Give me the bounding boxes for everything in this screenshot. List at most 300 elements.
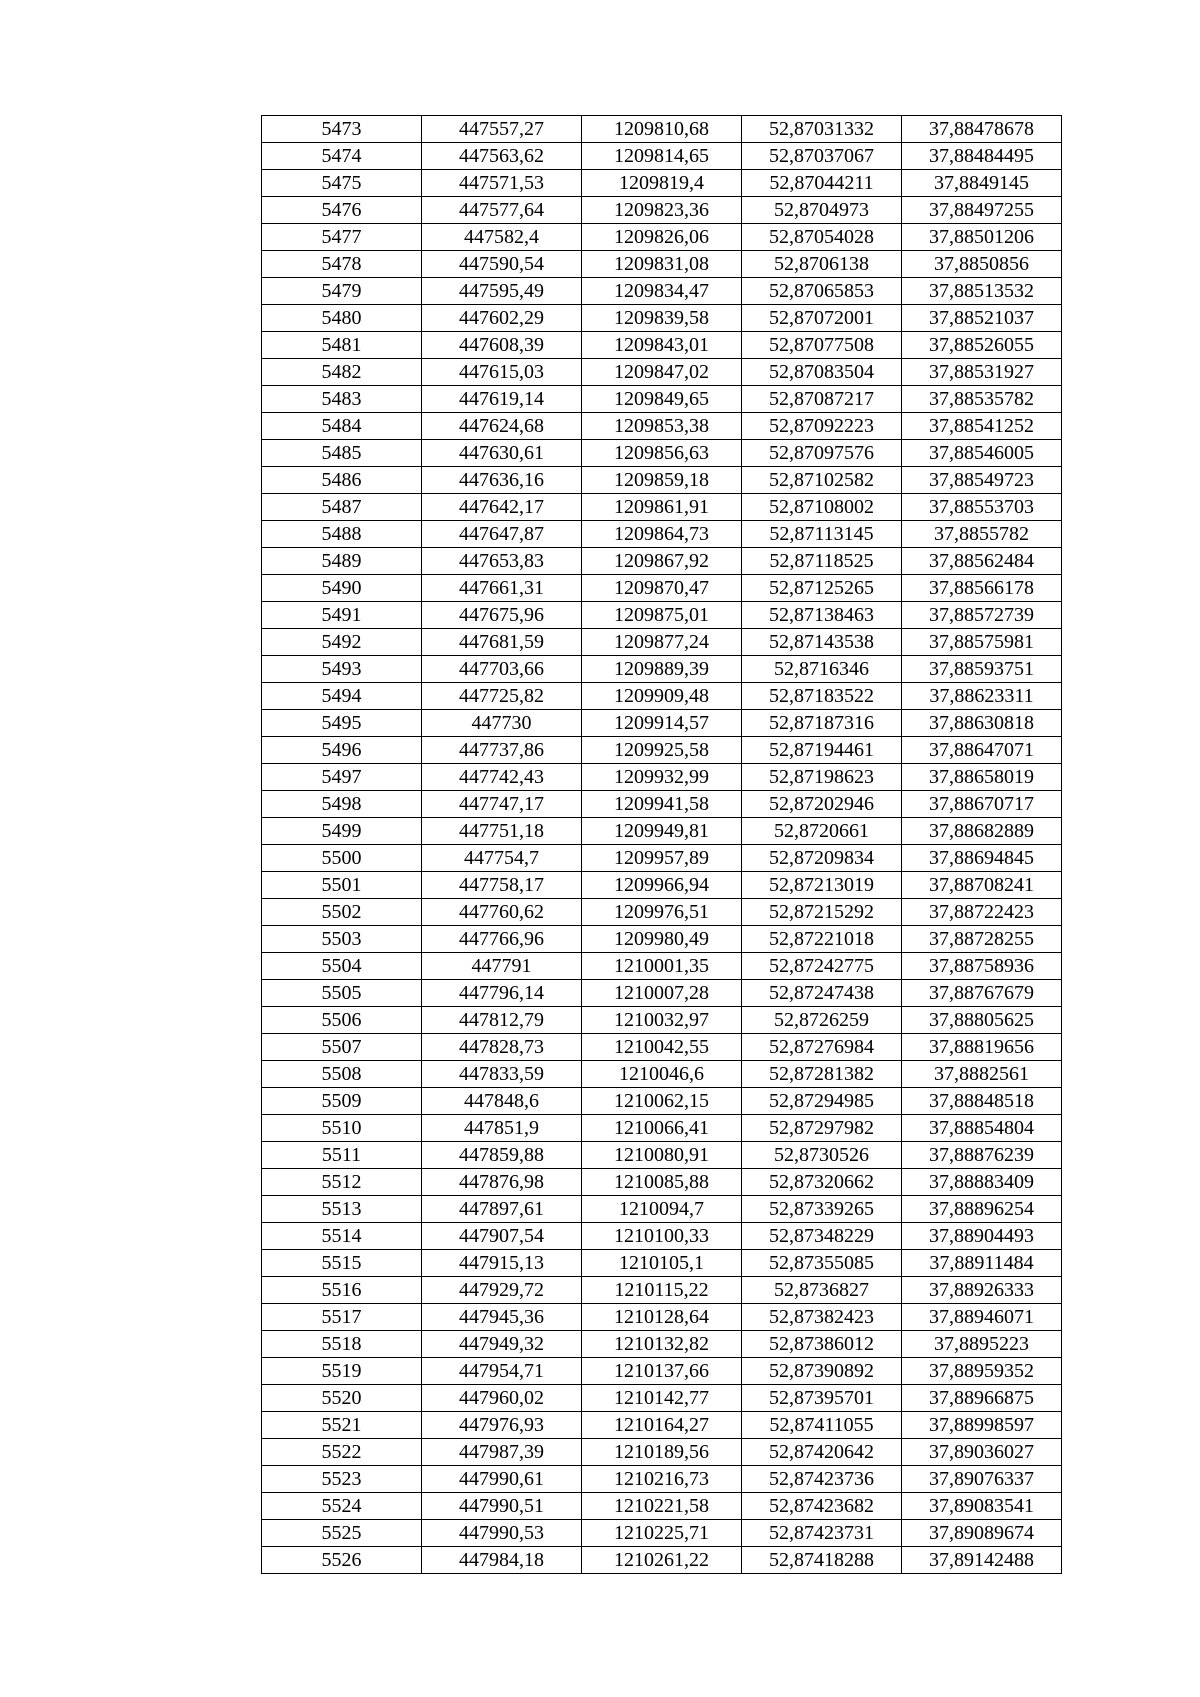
latitude-cell: 52,87213019 [742, 872, 902, 899]
latitude-cell: 52,87037067 [742, 143, 902, 170]
table-row [262, 1088, 1062, 1115]
x-coordinate-cell: 447563,62 [422, 143, 582, 170]
table-row [262, 143, 1062, 170]
longitude-cell: 37,88694845 [902, 845, 1062, 872]
y-coordinate-cell: 1209861,91 [582, 494, 742, 521]
table-row [262, 818, 1062, 845]
x-coordinate-cell: 447730 [422, 710, 582, 737]
x-coordinate-cell: 447747,17 [422, 791, 582, 818]
y-coordinate-cell: 1209966,94 [582, 872, 742, 899]
x-coordinate-cell: 447833,59 [422, 1061, 582, 1088]
x-coordinate-cell: 447954,71 [422, 1358, 582, 1385]
y-coordinate-cell: 1209957,89 [582, 845, 742, 872]
x-coordinate-cell: 447990,61 [422, 1466, 582, 1493]
x-coordinate-cell: 447653,83 [422, 548, 582, 575]
table-row [262, 1466, 1062, 1493]
latitude-cell: 52,8730526 [742, 1142, 902, 1169]
longitude-cell: 37,88805625 [902, 1007, 1062, 1034]
longitude-cell: 37,88911484 [902, 1250, 1062, 1277]
latitude-cell: 52,87194461 [742, 737, 902, 764]
y-coordinate-cell: 1209914,57 [582, 710, 742, 737]
latitude-cell: 52,87097576 [742, 440, 902, 467]
latitude-cell: 52,87339265 [742, 1196, 902, 1223]
longitude-cell: 37,88497255 [902, 197, 1062, 224]
point-number-cell: 5520 [262, 1385, 422, 1412]
latitude-cell: 52,87143538 [742, 629, 902, 656]
x-coordinate-cell: 447681,59 [422, 629, 582, 656]
point-number-cell: 5475 [262, 170, 422, 197]
latitude-cell: 52,87418288 [742, 1547, 902, 1574]
latitude-cell: 52,8736827 [742, 1277, 902, 1304]
x-coordinate-cell: 447571,53 [422, 170, 582, 197]
longitude-cell: 37,88998597 [902, 1412, 1062, 1439]
point-number-cell: 5519 [262, 1358, 422, 1385]
table-row [262, 737, 1062, 764]
y-coordinate-cell: 1209864,73 [582, 521, 742, 548]
y-coordinate-cell: 1210046,6 [582, 1061, 742, 1088]
longitude-cell: 37,88623311 [902, 683, 1062, 710]
y-coordinate-cell: 1209826,06 [582, 224, 742, 251]
y-coordinate-cell: 1209847,02 [582, 359, 742, 386]
latitude-cell: 52,87031332 [742, 116, 902, 143]
longitude-cell: 37,8855782 [902, 521, 1062, 548]
longitude-cell: 37,88758936 [902, 953, 1062, 980]
point-number-cell: 5517 [262, 1304, 422, 1331]
x-coordinate-cell: 447766,96 [422, 926, 582, 953]
table-row [262, 953, 1062, 980]
x-coordinate-cell: 447828,73 [422, 1034, 582, 1061]
longitude-cell: 37,8850856 [902, 251, 1062, 278]
point-number-cell: 5479 [262, 278, 422, 305]
latitude-cell: 52,87138463 [742, 602, 902, 629]
point-number-cell: 5499 [262, 818, 422, 845]
latitude-cell: 52,87320662 [742, 1169, 902, 1196]
latitude-cell: 52,87281382 [742, 1061, 902, 1088]
longitude-cell: 37,88708241 [902, 872, 1062, 899]
point-number-cell: 5514 [262, 1223, 422, 1250]
x-coordinate-cell: 447859,88 [422, 1142, 582, 1169]
longitude-cell: 37,88521037 [902, 305, 1062, 332]
x-coordinate-cell: 447624,68 [422, 413, 582, 440]
table-row [262, 1196, 1062, 1223]
y-coordinate-cell: 1209810,68 [582, 116, 742, 143]
x-coordinate-cell: 447984,18 [422, 1547, 582, 1574]
x-coordinate-cell: 447929,72 [422, 1277, 582, 1304]
point-number-cell: 5494 [262, 683, 422, 710]
table-row [262, 1142, 1062, 1169]
point-number-cell: 5488 [262, 521, 422, 548]
longitude-cell: 37,88553703 [902, 494, 1062, 521]
y-coordinate-cell: 1209867,92 [582, 548, 742, 575]
x-coordinate-cell: 447602,29 [422, 305, 582, 332]
table-row [262, 764, 1062, 791]
table-row [262, 629, 1062, 656]
latitude-cell: 52,87215292 [742, 899, 902, 926]
y-coordinate-cell: 1210085,88 [582, 1169, 742, 1196]
y-coordinate-cell: 1210080,91 [582, 1142, 742, 1169]
y-coordinate-cell: 1209814,65 [582, 143, 742, 170]
table-row [262, 791, 1062, 818]
table-row [262, 1007, 1062, 1034]
point-number-cell: 5515 [262, 1250, 422, 1277]
longitude-cell: 37,89142488 [902, 1547, 1062, 1574]
x-coordinate-cell: 447636,16 [422, 467, 582, 494]
table-row [262, 1331, 1062, 1358]
point-number-cell: 5518 [262, 1331, 422, 1358]
latitude-cell: 52,87423731 [742, 1520, 902, 1547]
x-coordinate-cell: 447812,79 [422, 1007, 582, 1034]
table-row [262, 683, 1062, 710]
point-number-cell: 5512 [262, 1169, 422, 1196]
table-row [262, 845, 1062, 872]
point-number-cell: 5508 [262, 1061, 422, 1088]
latitude-cell: 52,87077508 [742, 332, 902, 359]
x-coordinate-cell: 447737,86 [422, 737, 582, 764]
table-row [262, 278, 1062, 305]
longitude-cell: 37,88531927 [902, 359, 1062, 386]
longitude-cell: 37,89036027 [902, 1439, 1062, 1466]
point-number-cell: 5500 [262, 845, 422, 872]
point-number-cell: 5524 [262, 1493, 422, 1520]
point-number-cell: 5480 [262, 305, 422, 332]
point-number-cell: 5478 [262, 251, 422, 278]
table-row [262, 386, 1062, 413]
point-number-cell: 5504 [262, 953, 422, 980]
y-coordinate-cell: 1209932,99 [582, 764, 742, 791]
table-row [262, 521, 1062, 548]
y-coordinate-cell: 1209877,24 [582, 629, 742, 656]
x-coordinate-cell: 447976,93 [422, 1412, 582, 1439]
longitude-cell: 37,88647071 [902, 737, 1062, 764]
x-coordinate-cell: 447642,17 [422, 494, 582, 521]
table-row [262, 494, 1062, 521]
longitude-cell: 37,8882561 [902, 1061, 1062, 1088]
point-number-cell: 5473 [262, 116, 422, 143]
y-coordinate-cell: 1209909,48 [582, 683, 742, 710]
latitude-cell: 52,8704973 [742, 197, 902, 224]
latitude-cell: 52,8706138 [742, 251, 902, 278]
longitude-cell: 37,88959352 [902, 1358, 1062, 1385]
table-row [262, 1223, 1062, 1250]
y-coordinate-cell: 1210115,22 [582, 1277, 742, 1304]
point-number-cell: 5477 [262, 224, 422, 251]
x-coordinate-cell: 447754,7 [422, 845, 582, 872]
point-number-cell: 5516 [262, 1277, 422, 1304]
x-coordinate-cell: 447990,53 [422, 1520, 582, 1547]
longitude-cell: 37,88722423 [902, 899, 1062, 926]
x-coordinate-cell: 447990,51 [422, 1493, 582, 1520]
longitude-cell: 37,88593751 [902, 656, 1062, 683]
longitude-cell: 37,88966875 [902, 1385, 1062, 1412]
point-number-cell: 5476 [262, 197, 422, 224]
longitude-cell: 37,88819656 [902, 1034, 1062, 1061]
point-number-cell: 5497 [262, 764, 422, 791]
point-number-cell: 5525 [262, 1520, 422, 1547]
point-number-cell: 5474 [262, 143, 422, 170]
x-coordinate-cell: 447725,82 [422, 683, 582, 710]
longitude-cell: 37,8849145 [902, 170, 1062, 197]
point-number-cell: 5509 [262, 1088, 422, 1115]
x-coordinate-cell: 447949,32 [422, 1331, 582, 1358]
point-number-cell: 5487 [262, 494, 422, 521]
table-row [262, 116, 1062, 143]
point-number-cell: 5495 [262, 710, 422, 737]
x-coordinate-cell: 447758,17 [422, 872, 582, 899]
longitude-cell: 37,88513532 [902, 278, 1062, 305]
table-row [262, 467, 1062, 494]
y-coordinate-cell: 1210066,41 [582, 1115, 742, 1142]
x-coordinate-cell: 447647,87 [422, 521, 582, 548]
latitude-cell: 52,87221018 [742, 926, 902, 953]
y-coordinate-cell: 1209839,58 [582, 305, 742, 332]
point-number-cell: 5484 [262, 413, 422, 440]
longitude-cell: 37,89076337 [902, 1466, 1062, 1493]
table-row [262, 1304, 1062, 1331]
latitude-cell: 52,87423736 [742, 1466, 902, 1493]
x-coordinate-cell: 447897,61 [422, 1196, 582, 1223]
point-number-cell: 5507 [262, 1034, 422, 1061]
x-coordinate-cell: 447751,18 [422, 818, 582, 845]
table-row [262, 548, 1062, 575]
longitude-cell: 37,88484495 [902, 143, 1062, 170]
point-number-cell: 5506 [262, 1007, 422, 1034]
latitude-cell: 52,87297982 [742, 1115, 902, 1142]
table-row [262, 710, 1062, 737]
y-coordinate-cell: 1209976,51 [582, 899, 742, 926]
longitude-cell: 37,88526055 [902, 332, 1062, 359]
y-coordinate-cell: 1210216,73 [582, 1466, 742, 1493]
point-number-cell: 5491 [262, 602, 422, 629]
point-number-cell: 5523 [262, 1466, 422, 1493]
x-coordinate-cell: 447851,9 [422, 1115, 582, 1142]
longitude-cell: 37,88572739 [902, 602, 1062, 629]
longitude-cell: 37,88575981 [902, 629, 1062, 656]
latitude-cell: 52,87411055 [742, 1412, 902, 1439]
longitude-cell: 37,89089674 [902, 1520, 1062, 1547]
point-number-cell: 5492 [262, 629, 422, 656]
longitude-cell: 37,89083541 [902, 1493, 1062, 1520]
latitude-cell: 52,87242775 [742, 953, 902, 980]
y-coordinate-cell: 1210164,27 [582, 1412, 742, 1439]
y-coordinate-cell: 1209843,01 [582, 332, 742, 359]
point-number-cell: 5526 [262, 1547, 422, 1574]
y-coordinate-cell: 1209925,58 [582, 737, 742, 764]
latitude-cell: 52,87113145 [742, 521, 902, 548]
latitude-cell: 52,87294985 [742, 1088, 902, 1115]
table-row [262, 899, 1062, 926]
latitude-cell: 52,87183522 [742, 683, 902, 710]
longitude-cell: 37,88728255 [902, 926, 1062, 953]
latitude-cell: 52,87382423 [742, 1304, 902, 1331]
table-row [262, 1115, 1062, 1142]
point-number-cell: 5498 [262, 791, 422, 818]
point-number-cell: 5483 [262, 386, 422, 413]
longitude-cell: 37,88658019 [902, 764, 1062, 791]
longitude-cell: 37,8895223 [902, 1331, 1062, 1358]
y-coordinate-cell: 1209980,49 [582, 926, 742, 953]
table-row [262, 251, 1062, 278]
y-coordinate-cell: 1210137,66 [582, 1358, 742, 1385]
table-row [262, 413, 1062, 440]
latitude-cell: 52,87102582 [742, 467, 902, 494]
point-number-cell: 5510 [262, 1115, 422, 1142]
latitude-cell: 52,87348229 [742, 1223, 902, 1250]
latitude-cell: 52,87125265 [742, 575, 902, 602]
y-coordinate-cell: 1209889,39 [582, 656, 742, 683]
point-number-cell: 5502 [262, 899, 422, 926]
table-row [262, 1358, 1062, 1385]
point-number-cell: 5490 [262, 575, 422, 602]
table-row [262, 1547, 1062, 1574]
y-coordinate-cell: 1209859,18 [582, 467, 742, 494]
y-coordinate-cell: 1209834,47 [582, 278, 742, 305]
latitude-cell: 52,87209834 [742, 845, 902, 872]
latitude-cell: 52,87423682 [742, 1493, 902, 1520]
latitude-cell: 52,87355085 [742, 1250, 902, 1277]
latitude-cell: 52,87065853 [742, 278, 902, 305]
latitude-cell: 52,8720661 [742, 818, 902, 845]
y-coordinate-cell: 1209856,63 [582, 440, 742, 467]
longitude-cell: 37,88926333 [902, 1277, 1062, 1304]
y-coordinate-cell: 1210001,35 [582, 953, 742, 980]
table-row [262, 1412, 1062, 1439]
latitude-cell: 52,87044211 [742, 170, 902, 197]
x-coordinate-cell: 447595,49 [422, 278, 582, 305]
y-coordinate-cell: 1210007,28 [582, 980, 742, 1007]
longitude-cell: 37,88670717 [902, 791, 1062, 818]
y-coordinate-cell: 1210261,22 [582, 1547, 742, 1574]
x-coordinate-cell: 447987,39 [422, 1439, 582, 1466]
latitude-cell: 52,87276984 [742, 1034, 902, 1061]
point-number-cell: 5482 [262, 359, 422, 386]
table-row [262, 1385, 1062, 1412]
table-row [262, 1277, 1062, 1304]
latitude-cell: 52,87386012 [742, 1331, 902, 1358]
x-coordinate-cell: 447876,98 [422, 1169, 582, 1196]
x-coordinate-cell: 447915,13 [422, 1250, 582, 1277]
latitude-cell: 52,87054028 [742, 224, 902, 251]
longitude-cell: 37,88630818 [902, 710, 1062, 737]
y-coordinate-cell: 1209831,08 [582, 251, 742, 278]
y-coordinate-cell: 1210100,33 [582, 1223, 742, 1250]
x-coordinate-cell: 447791 [422, 953, 582, 980]
x-coordinate-cell: 447848,6 [422, 1088, 582, 1115]
y-coordinate-cell: 1210105,1 [582, 1250, 742, 1277]
y-coordinate-cell: 1210032,97 [582, 1007, 742, 1034]
x-coordinate-cell: 447703,66 [422, 656, 582, 683]
y-coordinate-cell: 1210094,7 [582, 1196, 742, 1223]
table-row [262, 1439, 1062, 1466]
point-number-cell: 5522 [262, 1439, 422, 1466]
latitude-cell: 52,87083504 [742, 359, 902, 386]
x-coordinate-cell: 447675,96 [422, 602, 582, 629]
longitude-cell: 37,88854804 [902, 1115, 1062, 1142]
y-coordinate-cell: 1210142,77 [582, 1385, 742, 1412]
table-row [262, 926, 1062, 953]
coordinate-table-body [262, 116, 1062, 1574]
y-coordinate-cell: 1209819,4 [582, 170, 742, 197]
y-coordinate-cell: 1209941,58 [582, 791, 742, 818]
table-row [262, 872, 1062, 899]
x-coordinate-cell: 447615,03 [422, 359, 582, 386]
table-row [262, 440, 1062, 467]
point-number-cell: 5493 [262, 656, 422, 683]
longitude-cell: 37,88876239 [902, 1142, 1062, 1169]
longitude-cell: 37,88848518 [902, 1088, 1062, 1115]
latitude-cell: 52,8716346 [742, 656, 902, 683]
x-coordinate-cell: 447907,54 [422, 1223, 582, 1250]
table-row [262, 1061, 1062, 1088]
y-coordinate-cell: 1210042,55 [582, 1034, 742, 1061]
point-number-cell: 5513 [262, 1196, 422, 1223]
longitude-cell: 37,88896254 [902, 1196, 1062, 1223]
point-number-cell: 5496 [262, 737, 422, 764]
x-coordinate-cell: 447760,62 [422, 899, 582, 926]
longitude-cell: 37,88682889 [902, 818, 1062, 845]
y-coordinate-cell: 1210062,15 [582, 1088, 742, 1115]
latitude-cell: 52,87202946 [742, 791, 902, 818]
table-row [262, 1250, 1062, 1277]
y-coordinate-cell: 1209849,65 [582, 386, 742, 413]
latitude-cell: 52,87247438 [742, 980, 902, 1007]
latitude-cell: 52,87198623 [742, 764, 902, 791]
table-row [262, 359, 1062, 386]
table-row [262, 575, 1062, 602]
longitude-cell: 37,88549723 [902, 467, 1062, 494]
y-coordinate-cell: 1210189,56 [582, 1439, 742, 1466]
x-coordinate-cell: 447796,14 [422, 980, 582, 1007]
point-number-cell: 5486 [262, 467, 422, 494]
table-row [262, 602, 1062, 629]
table-row [262, 224, 1062, 251]
y-coordinate-cell: 1210128,64 [582, 1304, 742, 1331]
x-coordinate-cell: 447577,64 [422, 197, 582, 224]
longitude-cell: 37,88546005 [902, 440, 1062, 467]
x-coordinate-cell: 447608,39 [422, 332, 582, 359]
longitude-cell: 37,88535782 [902, 386, 1062, 413]
table-row [262, 1493, 1062, 1520]
longitude-cell: 37,88478678 [902, 116, 1062, 143]
latitude-cell: 52,87092223 [742, 413, 902, 440]
x-coordinate-cell: 447557,27 [422, 116, 582, 143]
table-row [262, 305, 1062, 332]
y-coordinate-cell: 1209823,36 [582, 197, 742, 224]
y-coordinate-cell: 1209870,47 [582, 575, 742, 602]
x-coordinate-cell: 447630,61 [422, 440, 582, 467]
point-number-cell: 5501 [262, 872, 422, 899]
latitude-cell: 52,8726259 [742, 1007, 902, 1034]
point-number-cell: 5511 [262, 1142, 422, 1169]
x-coordinate-cell: 447742,43 [422, 764, 582, 791]
longitude-cell: 37,88566178 [902, 575, 1062, 602]
point-number-cell: 5503 [262, 926, 422, 953]
x-coordinate-cell: 447945,36 [422, 1304, 582, 1331]
longitude-cell: 37,88904493 [902, 1223, 1062, 1250]
y-coordinate-cell: 1209875,01 [582, 602, 742, 629]
y-coordinate-cell: 1210221,58 [582, 1493, 742, 1520]
x-coordinate-cell: 447619,14 [422, 386, 582, 413]
point-number-cell: 5485 [262, 440, 422, 467]
point-number-cell: 5521 [262, 1412, 422, 1439]
point-number-cell: 5505 [262, 980, 422, 1007]
table-row [262, 332, 1062, 359]
table-row [262, 170, 1062, 197]
longitude-cell: 37,88946071 [902, 1304, 1062, 1331]
coordinate-table [261, 115, 1062, 1574]
x-coordinate-cell: 447582,4 [422, 224, 582, 251]
y-coordinate-cell: 1210132,82 [582, 1331, 742, 1358]
y-coordinate-cell: 1209853,38 [582, 413, 742, 440]
